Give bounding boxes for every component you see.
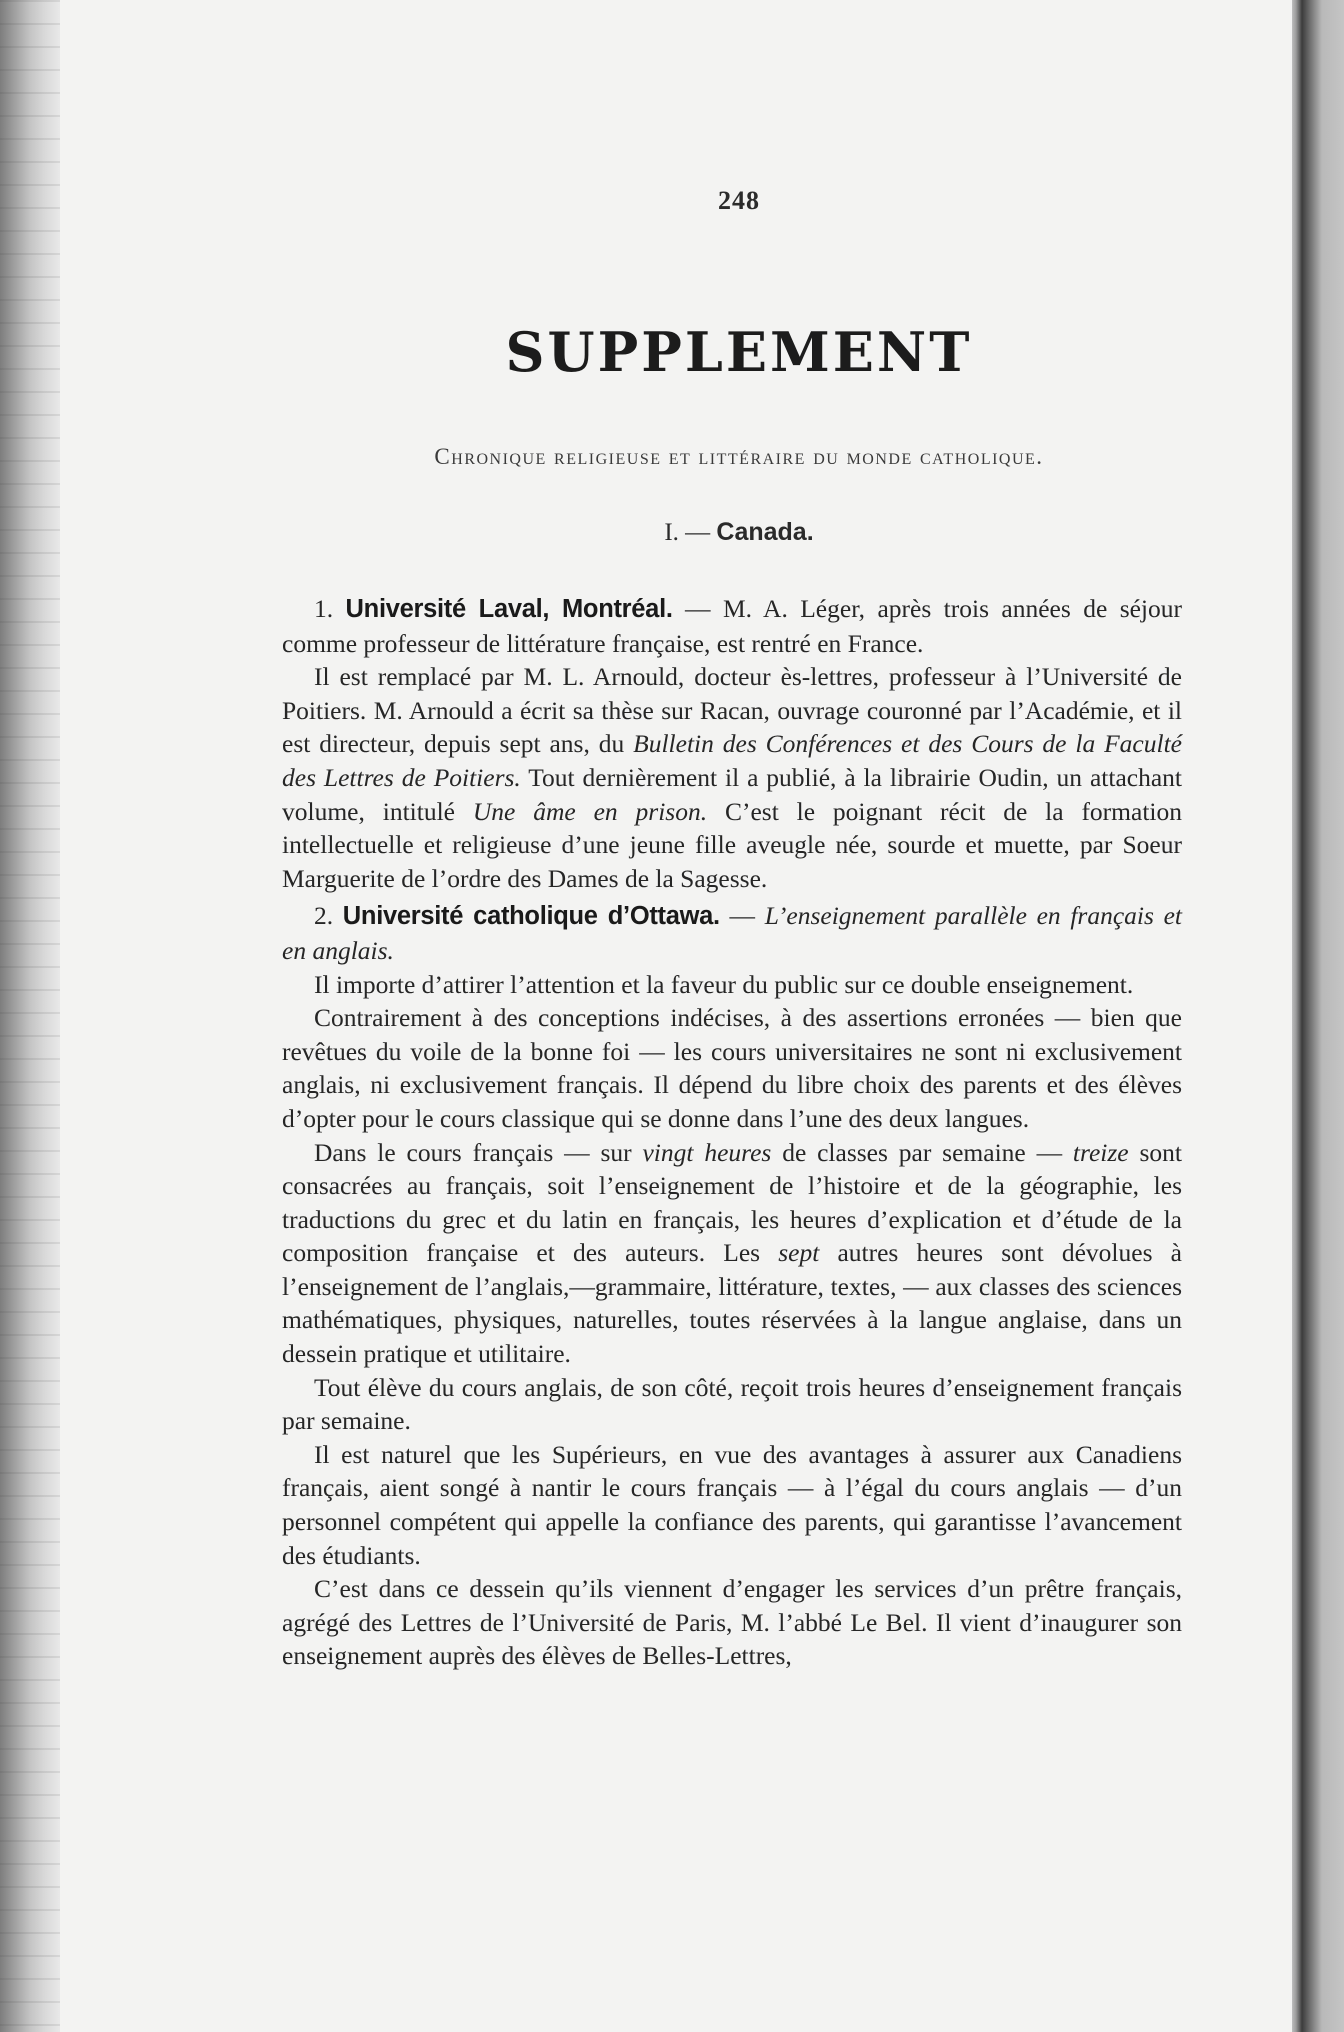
article-body	[282, 588, 1182, 1673]
book-title: Une âme en prison.	[472, 796, 708, 826]
paragraph-text: sont consacrées au français, soit l’enseignement de l’histoire et de la géographie, les traductions du grec et du latin en français, les heures d’explication et d’étude de la composition française et des auteurs. Les	[282, 1137, 1182, 1268]
section-numeral: I. —	[664, 519, 717, 546]
item-1-lead-text: — M. A. Léger, après trois années de séjour comme professeur de littérature française, est rentré en France.	[282, 594, 1183, 658]
item-2-subtitle: L’enseignement parallèle en français et en anglais.	[282, 901, 1182, 965]
item-2-number: 2.	[314, 901, 334, 931]
emphasis-text: treize	[1072, 1137, 1129, 1167]
chronicle-heading: Chronique religieuse et littéraire du monde catholique.	[434, 444, 1044, 469]
item-1-lead-paragraph	[282, 592, 1182, 660]
section-heading	[0, 518, 1344, 547]
emphasis-text: sept	[778, 1238, 820, 1268]
item-1-number: 1.	[314, 594, 334, 623]
paragraph-text: Il est remplacé par M. L. Arnould, docteur ès-lettres, professeur à l’Université de Poitiers. M. Arnould a écrit sa thèse sur Racan, ouvrage couronné par l’Académie, et il est directeur, depuis sept ans, du	[282, 662, 1182, 759]
section-name: Canada.	[716, 518, 814, 546]
page-title: SUPPLEMENT	[505, 320, 973, 384]
paragraph-text: autres heures sont dévolues à l’enseignement de l’anglais,—grammaire, littérature, textes, — aux classes des sciences mathématiques, physiques, naturelles, toutes réservées à la langue anglaise, dans un dessein pratique et utilitaire.	[282, 1238, 1182, 1369]
item-2-heading: Université catholique d’Ottawa.	[342, 902, 720, 931]
paragraph-text: Dans le cours français — sur	[314, 1137, 643, 1167]
item-2-lead-paragraph	[282, 899, 1182, 967]
item-1-heading: Université Laval, Montréal.	[345, 595, 673, 623]
french-course-paragraph	[282, 1136, 1182, 1371]
dash-separator: —	[719, 901, 765, 931]
engagement-paragraph: C’est dans ce dessein qu’ils viennent d’engager les services d’un prêtre français, agrégé des Lettres de l’Université de Paris, M. l’abbé Le Bel. Il vient d’inaugurer son enseignement auprès des élèves de Belles-Lettres,	[282, 1574, 1182, 1671]
bulletin-title: Bulletin des Conférences et des Cours de la Faculté des Lettres de Poitiers.	[282, 729, 1182, 792]
paragraph-text: Tout dernièrement il a publié, à la librairie Oudin, un attachant volume, intitulé	[282, 762, 1182, 826]
item-1-arnould-paragraph	[282, 660, 1182, 895]
english-course-paragraph: Tout élève du cours anglais, de son côté, reçoit trois heures d’enseignement français par semaine.	[282, 1372, 1182, 1436]
contrary-paragraph: Contrairement à des conceptions indécises, à des assertions erronées — bien que revêtues du voile de la bonne foi — les cours universitaires ne sont ni exclusivement anglais, ni exclusivement français. Il dépend du libre choix des parents et des élèves d’opter pour le cours classique qui se donne dans l’une des deux langues.	[282, 1003, 1182, 1133]
superiors-paragraph: Il est naturel que les Supérieurs, en vue des avantages à assurer aux Canadiens français, aient songé à nantir le cours français — à l’égal du cours anglais — d’un personnel compétent qui appelle la confiance des parents, qui garantisse l’avancement des étudiants.	[282, 1439, 1182, 1570]
book-gutter-edge	[0, 0, 60, 2032]
attention-paragraph: Il importe d’attirer l’attention et la faveur du public sur ce double enseignement.	[314, 969, 1134, 999]
emphasis-text: vingt heures	[642, 1137, 772, 1167]
paragraph-text: C’est le poignant récit de la formation intellectuelle et religieuse d’une jeune fille aveugle née, sourde et muette, par Soeur Marguerite de l’ordre des Dames de la Sagesse.	[282, 796, 1182, 893]
page-number: 248	[718, 186, 760, 215]
paragraph-text: de classes par semaine —	[771, 1137, 1073, 1167]
